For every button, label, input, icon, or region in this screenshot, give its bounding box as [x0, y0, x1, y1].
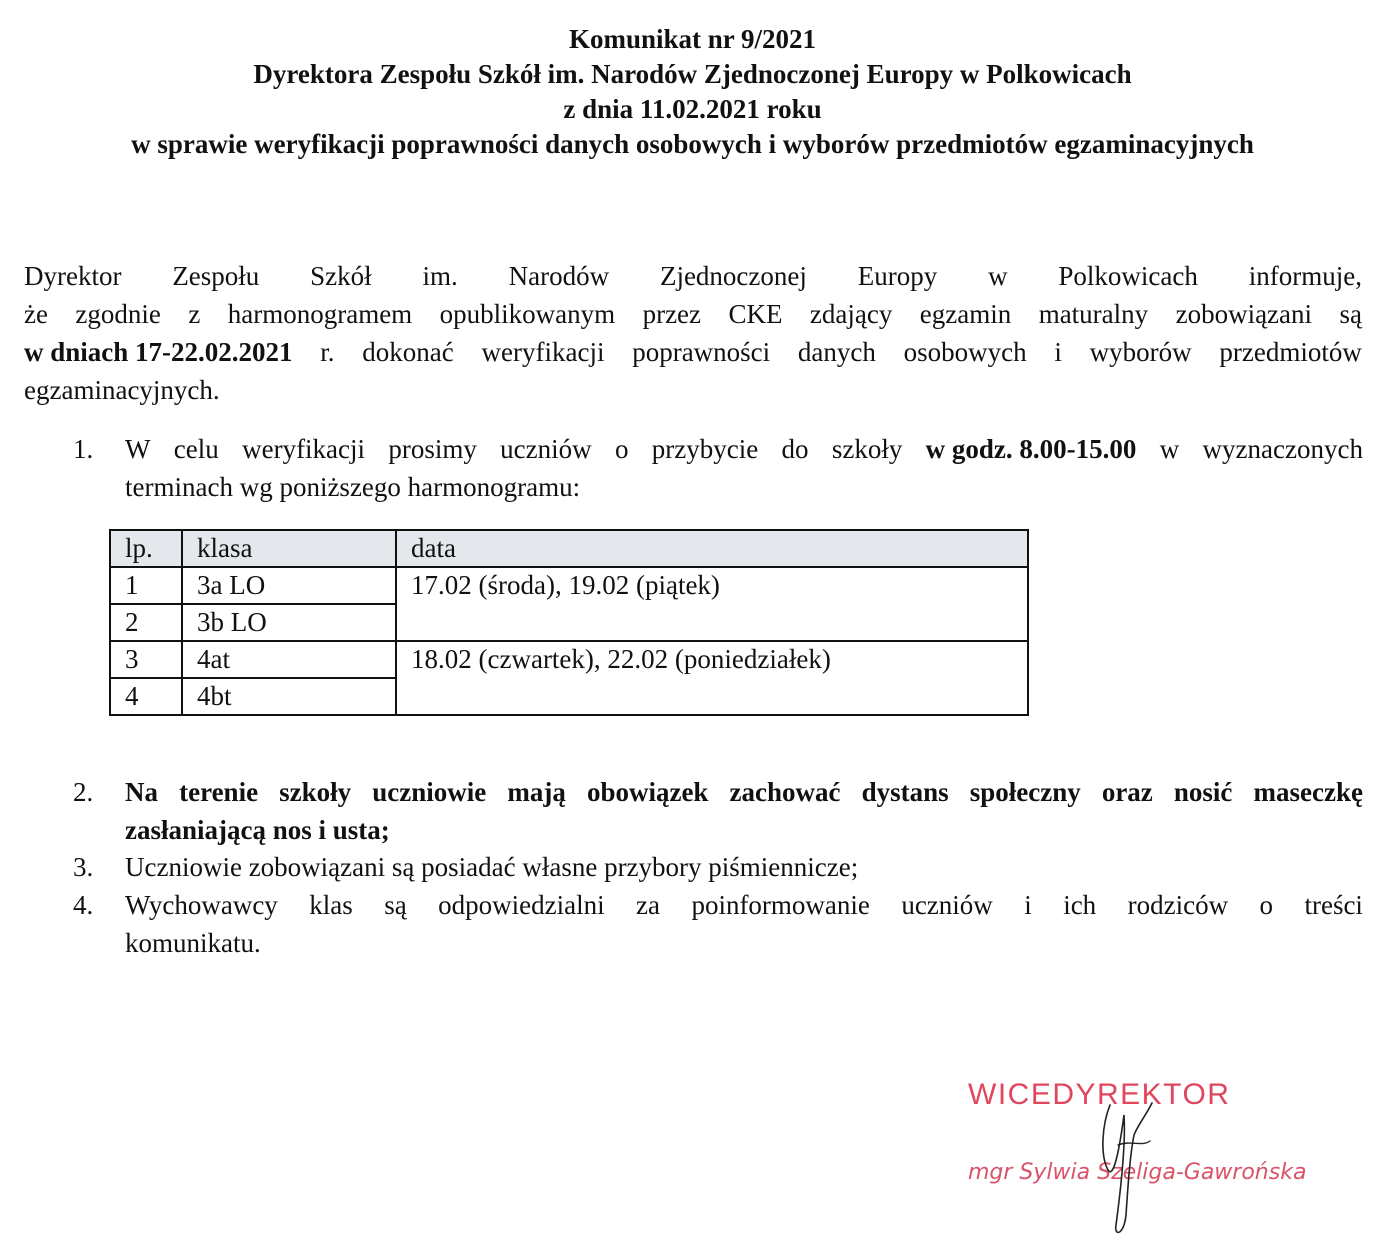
word: informuje,: [1248, 261, 1362, 291]
word: ich: [1063, 890, 1097, 920]
word: Na: [125, 777, 158, 807]
word: przybycie: [651, 434, 759, 464]
word: w: [988, 261, 1008, 291]
word: mają: [507, 777, 566, 807]
word: danych: [797, 337, 876, 367]
word: szkoły: [831, 434, 903, 464]
word: dokonać: [362, 337, 454, 367]
word: osobowych: [903, 337, 1027, 367]
word: r.: [320, 337, 335, 367]
word: przez: [642, 299, 702, 329]
schedule-table: [109, 529, 1029, 716]
word: obowiązek: [586, 777, 709, 807]
word: zachować: [729, 777, 841, 807]
word: Zjednoczonej: [659, 261, 807, 291]
word: poprawności: [632, 337, 771, 367]
handwritten-signature-icon: [1080, 1085, 1170, 1245]
cell-lp: 4: [110, 678, 182, 715]
word: klas: [309, 890, 353, 920]
word: Narodów: [508, 261, 610, 291]
table-row: [110, 567, 1028, 604]
cell-lp: 2: [110, 604, 182, 641]
header-line-2: Dyrektora Zespołu Szkół im. Narodów Zjednoczonej Europy w Polkowicach: [253, 59, 1132, 89]
list-item-number: 4.: [73, 890, 94, 920]
word: opublikowanym: [439, 299, 616, 329]
word: odpowiedzialni: [438, 890, 605, 920]
list-item-4-line-1: [125, 886, 1363, 924]
word: weryfikacji: [481, 337, 605, 367]
cell-data-group-1: 17.02 (środa), 19.02 (piątek): [396, 567, 1028, 641]
list-item-2-line-2: zasłaniającą nos i usta;: [125, 815, 390, 845]
word: są: [1339, 299, 1362, 329]
word: egzamin: [919, 299, 1012, 329]
intro-line-4: egzaminacyjnych.: [24, 375, 220, 405]
word: maturalny: [1038, 299, 1149, 329]
list-item-3: [73, 848, 1363, 886]
word: rodziców: [1127, 890, 1229, 920]
cell-klasa: 4at: [182, 641, 396, 678]
stamp-name: mgr Sylwia Szeliga-Gawrońska: [968, 1160, 1307, 1185]
document-header: [0, 22, 1385, 162]
word: celu: [173, 434, 219, 464]
cell-klasa: 3a LO: [182, 567, 396, 604]
list-item-number: 2.: [73, 777, 94, 807]
list-item-number: 1.: [73, 434, 94, 464]
list-item-1-line-1: [125, 430, 1363, 468]
word: o: [614, 434, 629, 464]
cell-klasa: 4bt: [182, 678, 396, 715]
word: że: [24, 299, 48, 329]
word: Dyrektor: [24, 261, 122, 291]
word: Europy: [857, 261, 938, 291]
word: uczniowie: [372, 777, 487, 807]
word: harmonogramem: [227, 299, 413, 329]
word: o: [1259, 890, 1274, 920]
list-item-number: 3.: [73, 852, 94, 882]
list-item-1-line-2: terminach wg poniższego harmonogramu:: [125, 472, 581, 502]
list-item-3-line-1: Uczniowie zobowiązani są posiadać własne przybory piśmiennicze;: [125, 852, 859, 882]
word: Zespołu: [172, 261, 260, 291]
header-line-1: Komunikat nr 9/2021: [568, 24, 817, 54]
word: Wychowawcy: [125, 890, 278, 920]
word: weryfikacji: [242, 434, 366, 464]
word: CKE: [728, 299, 783, 329]
stamp-title: WICEDYREKTOR: [968, 1078, 1231, 1111]
column-header-lp: lp.: [110, 530, 182, 567]
word: szkoły: [279, 777, 352, 807]
word: dystans: [861, 777, 949, 807]
cell-klasa: 3b LO: [182, 604, 396, 641]
column-header-data: data: [396, 530, 1028, 567]
word: w: [1159, 434, 1180, 464]
list-item-2-line-1: [125, 773, 1363, 811]
word: treści: [1304, 890, 1363, 920]
word: uczniów: [500, 434, 592, 464]
word: wyborów: [1089, 337, 1192, 367]
word: społeczny: [969, 777, 1081, 807]
word: są: [384, 890, 407, 920]
intro-line-2: [24, 295, 1362, 333]
table-header-row: [110, 530, 1028, 567]
word: Szkół: [310, 261, 372, 291]
word: i: [1054, 337, 1062, 367]
word: prosimy: [388, 434, 477, 464]
word: wyznaczonych: [1202, 434, 1363, 464]
intro-line-3: [24, 333, 1362, 371]
word: im.: [422, 261, 458, 291]
header-line-4: w sprawie weryfikacji poprawności danych osobowych i wyborów przedmiotów egzaminacyjnych: [131, 129, 1254, 159]
word: Polkowicach: [1058, 261, 1198, 291]
word: uczniów: [901, 890, 993, 920]
list-item-2: [73, 773, 1363, 849]
cell-data-group-2: 18.02 (czwartek), 22.02 (poniedziałek): [396, 641, 1028, 715]
word: nosić: [1173, 777, 1233, 807]
word: i: [1024, 890, 1032, 920]
word: za: [636, 890, 660, 920]
word: terenie: [179, 777, 259, 807]
bold-phrase: w dniach 17-22.02.2021: [24, 337, 293, 367]
intro-paragraph: [24, 257, 1362, 409]
word: z: [188, 299, 201, 329]
cell-lp: 1: [110, 567, 182, 604]
intro-line-1: [24, 257, 1362, 295]
word: zdający: [809, 299, 893, 329]
column-header-klasa: klasa: [182, 530, 396, 567]
header-line-3: z dnia 11.02.2021 roku: [563, 94, 822, 124]
word: zobowiązani: [1175, 299, 1313, 329]
list-item-4: [73, 886, 1363, 962]
word: zgodnie: [75, 299, 161, 329]
word: do: [781, 434, 809, 464]
table-row: [110, 641, 1028, 678]
list-item-4-line-2: komunikatu.: [125, 928, 261, 958]
word: W: [125, 434, 151, 464]
word: przedmiotów: [1219, 337, 1362, 367]
list-item-1: [73, 430, 1363, 506]
word: oraz: [1101, 777, 1153, 807]
bold-phrase: w godz. 8.00-15.00: [925, 434, 1137, 464]
word: maseczkę: [1253, 777, 1363, 807]
word: poinformowanie: [691, 890, 870, 920]
cell-lp: 3: [110, 641, 182, 678]
